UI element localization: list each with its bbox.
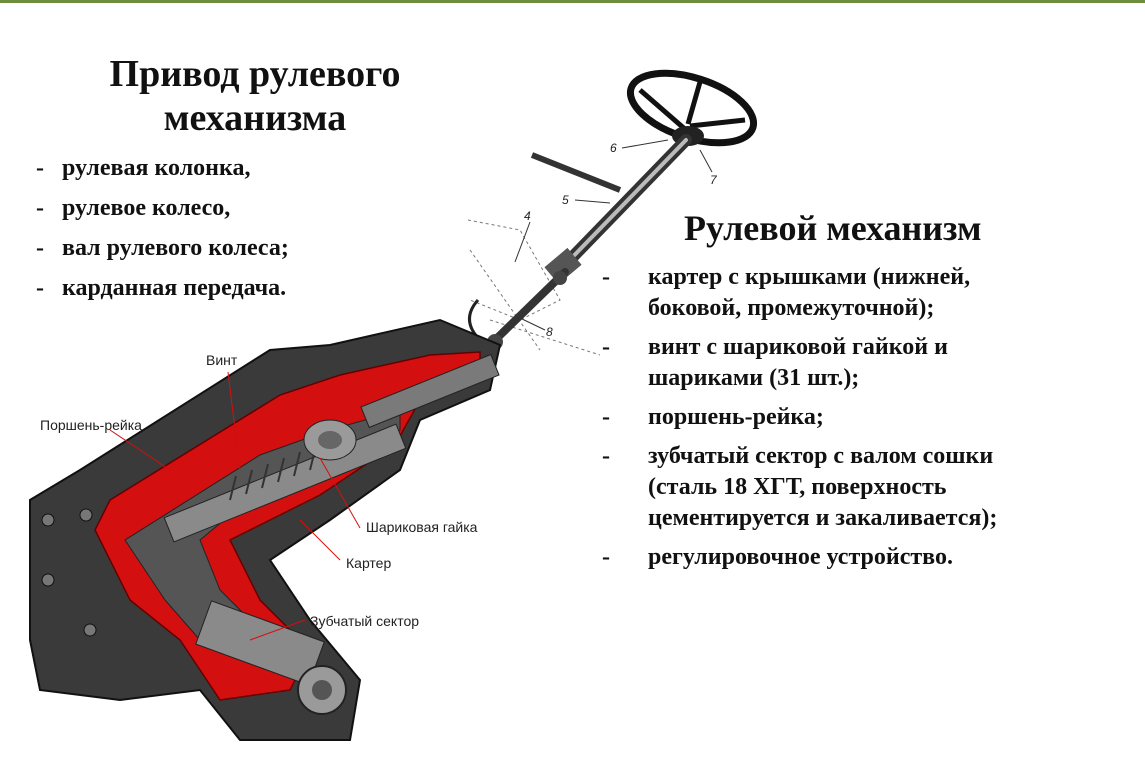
sketch-outline <box>468 220 600 355</box>
left-list <box>36 148 289 308</box>
right-list-item: - регулировочное устройство. <box>602 544 953 570</box>
right-list-item: - поршень-рейка; <box>602 404 824 430</box>
left-list-item: - рулевое колесо, <box>36 195 231 221</box>
callout-porshen-reika: Поршень-рейка <box>40 417 142 433</box>
part-number-5: 5 <box>562 193 569 207</box>
left-title-line1: Привод рулевого <box>109 53 401 95</box>
callout-karter: Картер <box>346 555 392 571</box>
right-title: Рулевой механизм <box>684 208 982 248</box>
callout-sharikovaya-gaika: Шариковая гайка <box>366 519 478 535</box>
right-list-item: - зубчатый сектор с валом сошки (сталь 18 ХГТ, поверхность цементируется и закаливается); <box>602 443 998 531</box>
right-list <box>600 262 1130 581</box>
right-list-item: - винт с шариковой гайкой и шариками (31 шт.); <box>602 334 948 391</box>
left-title-line2: механизма <box>163 97 347 139</box>
callout-zubchatyi-sektor: Зубчатый сектор <box>310 613 420 629</box>
right-list-item: - картер с крышками (нижней, боковой, промежуточной); <box>602 264 971 321</box>
part-number-6: 6 <box>610 141 617 155</box>
left-list-item: - рулевая колонка, <box>36 155 251 181</box>
part-number-4: 4 <box>524 209 531 223</box>
left-title <box>40 52 470 140</box>
left-list-item: - карданная передача. <box>36 275 287 301</box>
part-number-8: 8 <box>546 325 553 339</box>
part-number-7: 7 <box>710 173 717 187</box>
steering-wheel <box>622 60 762 157</box>
left-list-item: - вал рулевого колеса; <box>36 235 289 261</box>
callout-vint: Винт <box>206 352 238 368</box>
